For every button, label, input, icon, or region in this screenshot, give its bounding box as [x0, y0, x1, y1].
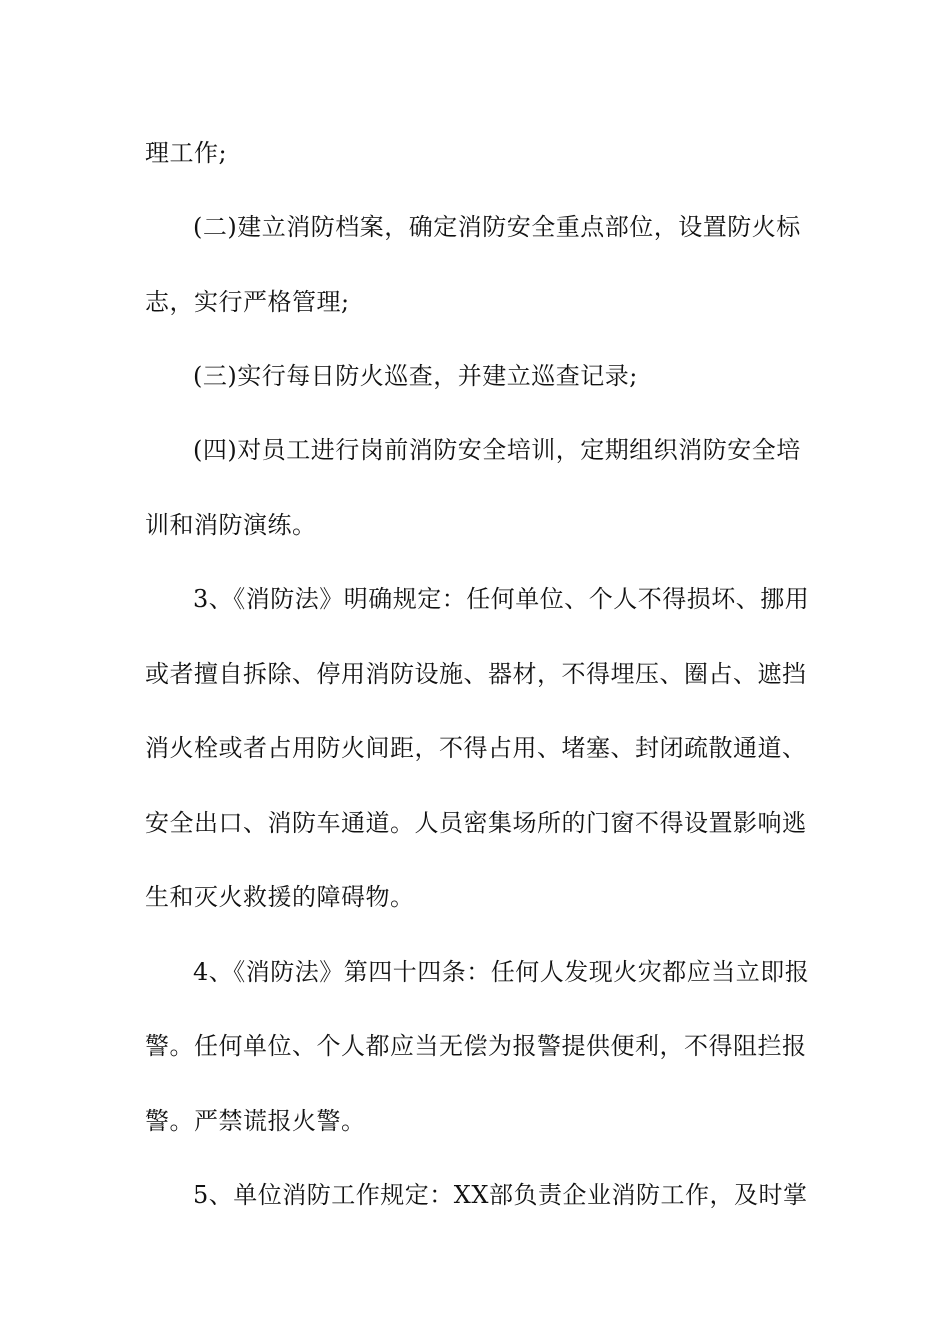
- text-line: 志，实行严格管理;: [145, 288, 350, 316]
- text-line: 消火栓或者占用防火间距，不得占用、堵塞、封闭疏散通道、: [145, 734, 807, 762]
- text-line: 或者擅自拆除、停用消防设施、器材，不得埋压、圈占、遮挡: [145, 660, 807, 688]
- text-line: (三)实行每日防火巡查，并建立巡查记录;: [193, 362, 638, 390]
- text-line: 生和灭火救援的障碍物。: [145, 883, 415, 911]
- text-line: 警。任何单位、个人都应当无偿为报警提供便利，不得阻拦报: [145, 1032, 807, 1060]
- text-line: (四)对员工进行岗前消防安全培训，定期组织消防安全培: [193, 436, 801, 464]
- text-line: 理工作;: [145, 139, 228, 167]
- text-line: 训和消防演练。: [145, 511, 317, 539]
- text-line: 警。严禁谎报火警。: [145, 1107, 366, 1135]
- text-line: 5、单位消防工作规定：XX部负责企业消防工作，及时掌: [193, 1181, 808, 1209]
- text-line: 4、《消防法》第四十四条：任何人发现火灾都应当立即报: [193, 958, 810, 986]
- text-line: 3、《消防法》明确规定：任何单位、个人不得损坏、挪用: [193, 585, 810, 613]
- text-line: (二)建立消防档案，确定消防安全重点部位，设置防火标: [193, 213, 801, 241]
- text-line: 安全出口、消防车通道。人员密集场所的门窗不得设置影响逃: [145, 809, 807, 837]
